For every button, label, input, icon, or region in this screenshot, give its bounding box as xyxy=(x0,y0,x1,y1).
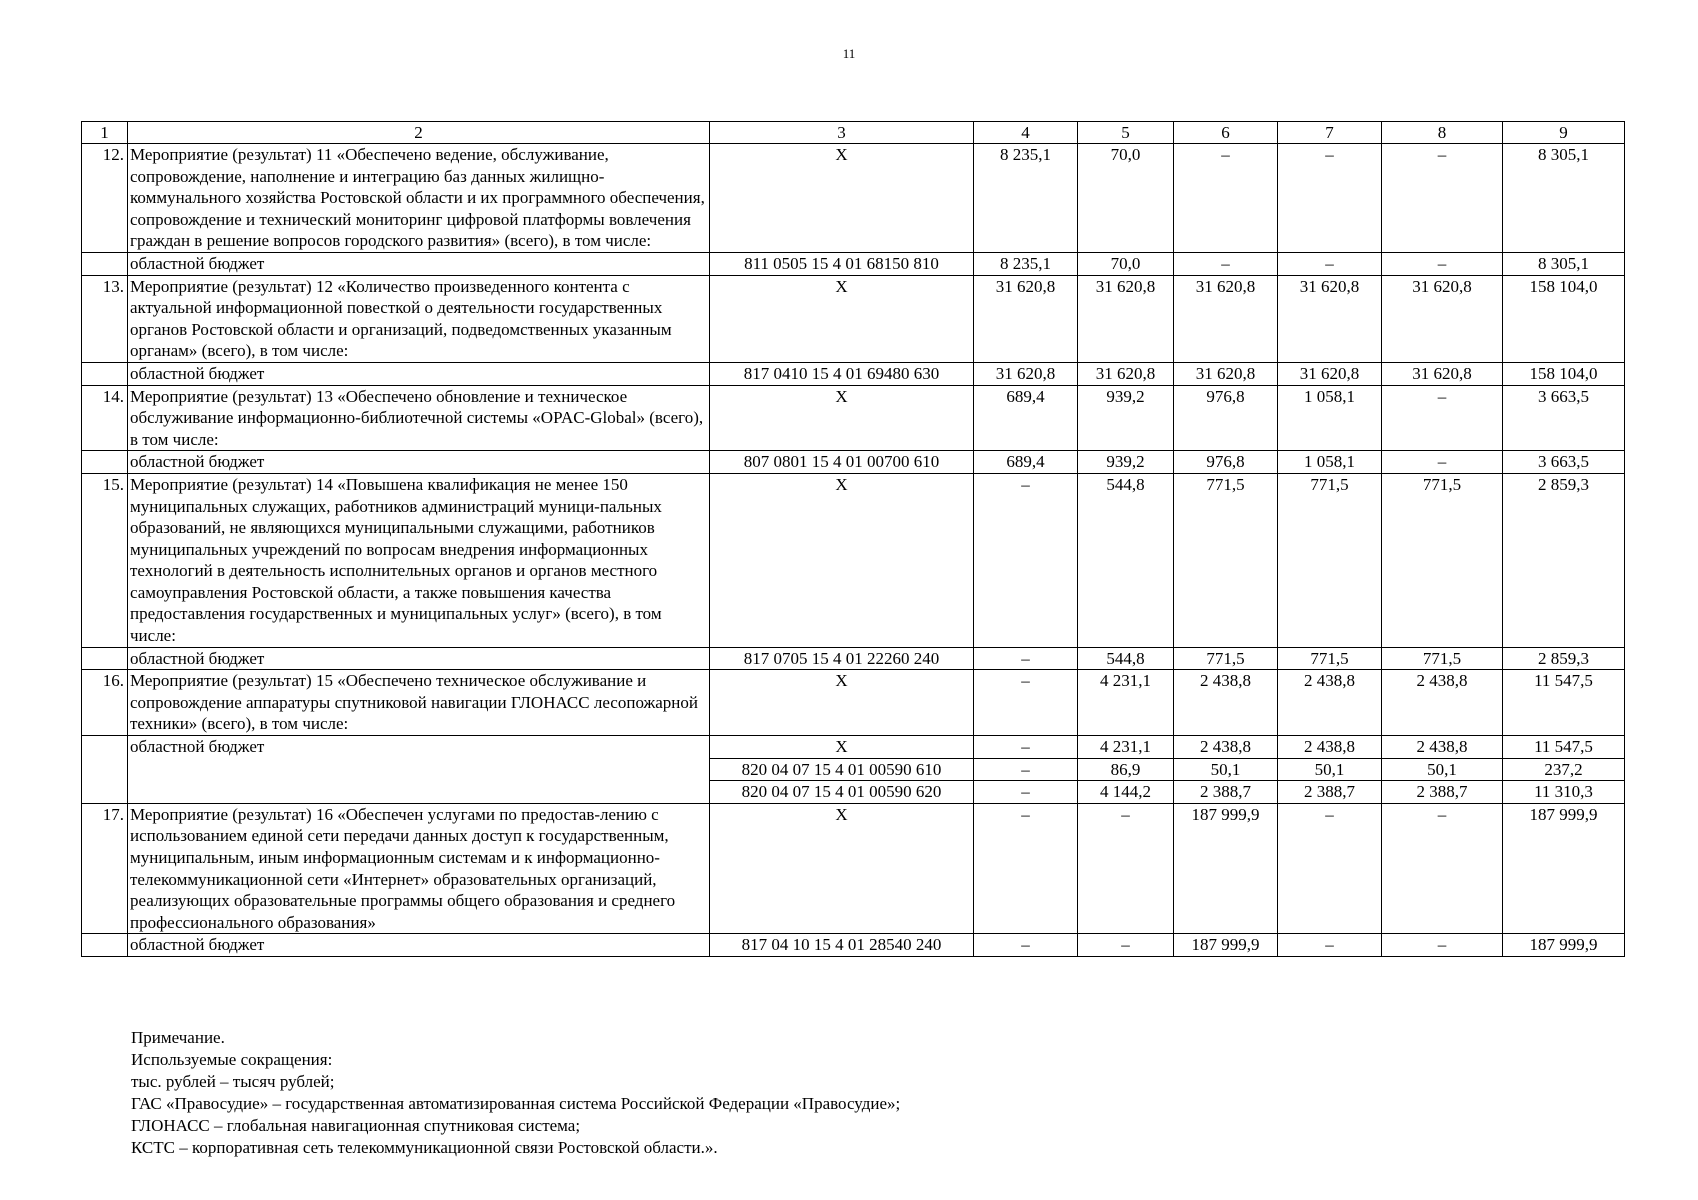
event-name: областной бюджет xyxy=(128,451,710,474)
value-cell: 86,9 xyxy=(1078,758,1174,781)
table-row xyxy=(82,934,1625,957)
value-cell: 4 231,1 xyxy=(1078,736,1174,759)
value-cell: 11 547,5 xyxy=(1503,670,1625,736)
event-name: областной бюджет xyxy=(128,736,710,804)
value-cell: 4 144,2 xyxy=(1078,781,1174,804)
value-cell: – xyxy=(1382,451,1503,474)
value-cell: – xyxy=(1382,144,1503,253)
value-cell: – xyxy=(1278,803,1382,934)
budget-code: X xyxy=(710,144,974,253)
value-cell: 4 231,1 xyxy=(1078,670,1174,736)
value-cell: – xyxy=(974,670,1078,736)
row-number xyxy=(82,362,128,385)
row-number: 13. xyxy=(82,275,128,362)
value-cell: – xyxy=(1174,144,1278,253)
event-name: Мероприятие (результат) 11 «Обеспечено ведение, обслуживание, сопровождение, наполнение и интеграцию баз данных жилищно-коммунального хозяйства Ростовской области и их программного обеспечения, сопровождение и технический мониторинг цифровой платформы вовлечения граждан в решение вопросов городского развития» (всего), в том числе: xyxy=(128,144,710,253)
value-cell: 2 859,3 xyxy=(1503,473,1625,647)
value-cell: 158 104,0 xyxy=(1503,362,1625,385)
event-name: областной бюджет xyxy=(128,252,710,275)
row-number xyxy=(82,647,128,670)
value-cell: 939,2 xyxy=(1078,451,1174,474)
row-number: 16. xyxy=(82,670,128,736)
row-number: 14. xyxy=(82,385,128,451)
value-cell: 2 438,8 xyxy=(1382,736,1503,759)
value-cell: 31 620,8 xyxy=(1382,362,1503,385)
table-row xyxy=(82,362,1625,385)
budget-code: X xyxy=(710,275,974,362)
row-number xyxy=(82,252,128,275)
value-cell: 31 620,8 xyxy=(974,275,1078,362)
table-row xyxy=(82,144,1625,253)
value-cell: 771,5 xyxy=(1278,473,1382,647)
notes-title: Примечание. xyxy=(131,1028,225,1047)
value-cell: 976,8 xyxy=(1174,451,1278,474)
row-number: 15. xyxy=(82,473,128,647)
value-cell: 2 438,8 xyxy=(1382,670,1503,736)
value-cell: 771,5 xyxy=(1382,473,1503,647)
budget-code: X xyxy=(710,385,974,451)
table-row xyxy=(82,451,1625,474)
notes-block xyxy=(131,1027,900,1159)
value-cell: 31 620,8 xyxy=(1174,275,1278,362)
value-cell: 2 438,8 xyxy=(1174,670,1278,736)
table-row xyxy=(82,275,1625,362)
budget-code: 807 0801 15 4 01 00700 610 xyxy=(710,451,974,474)
value-cell: 689,4 xyxy=(974,385,1078,451)
budget-code: 817 04 10 15 4 01 28540 240 xyxy=(710,934,974,957)
value-cell: 544,8 xyxy=(1078,473,1174,647)
value-cell: 2 438,8 xyxy=(1174,736,1278,759)
value-cell: 544,8 xyxy=(1078,647,1174,670)
value-cell: 8 235,1 xyxy=(974,144,1078,253)
value-cell: 8 305,1 xyxy=(1503,144,1625,253)
value-cell: 2 438,8 xyxy=(1278,736,1382,759)
budget-code: 817 0705 15 4 01 22260 240 xyxy=(710,647,974,670)
value-cell: – xyxy=(974,781,1078,804)
budget-code: 817 0410 15 4 01 69480 630 xyxy=(710,362,974,385)
notes-line: ГАС «Правосудие» – государственная автоматизированная система Российской Федерации «Правосудие»; xyxy=(131,1094,901,1113)
value-cell: 11 547,5 xyxy=(1503,736,1625,759)
row-number xyxy=(82,451,128,474)
event-name: Мероприятие (результат) 15 «Обеспечено техническое обслуживание и сопровождение аппаратуры спутниковой навигации ГЛОНАСС лесопожарной техники» (всего), в том числе: xyxy=(128,670,710,736)
value-cell: 31 620,8 xyxy=(1278,362,1382,385)
value-cell: – xyxy=(1078,934,1174,957)
value-cell: 1 058,1 xyxy=(1278,385,1382,451)
table-row xyxy=(82,670,1625,736)
value-cell: – xyxy=(1278,252,1382,275)
header-cell: 5 xyxy=(1078,122,1174,144)
notes-line: тыс. рублей – тысяч рублей; xyxy=(131,1072,335,1091)
event-name: Мероприятие (результат) 16 «Обеспечен услугами по предостав-лению с использованием единой сети передачи данных доступ к государственным, муниципальным, иным информационным системам и к информационно- телекоммуникационной сети «Интернет» образовательных организаций, реализующих образовательные программы общего образования и среднего профессионального образования» xyxy=(128,803,710,934)
value-cell: 187 999,9 xyxy=(1174,934,1278,957)
budget-code: 811 0505 15 4 01 68150 810 xyxy=(710,252,974,275)
event-name: областной бюджет xyxy=(128,362,710,385)
table-row xyxy=(82,803,1625,934)
header-cell: 2 xyxy=(128,122,710,144)
value-cell: 70,0 xyxy=(1078,252,1174,275)
event-name: областной бюджет xyxy=(128,934,710,957)
value-cell: 187 999,9 xyxy=(1174,803,1278,934)
header-cell: 6 xyxy=(1174,122,1278,144)
table-row xyxy=(82,473,1625,647)
value-cell: 2 388,7 xyxy=(1174,781,1278,804)
value-cell: 187 999,9 xyxy=(1503,803,1625,934)
row-number: 17. xyxy=(82,803,128,934)
value-cell: 50,1 xyxy=(1174,758,1278,781)
table-row xyxy=(82,252,1625,275)
notes-line: КСТС – корпоративная сеть телекоммуникационной связи Ростовской области.». xyxy=(131,1138,718,1157)
budget-code: 820 04 07 15 4 01 00590 620 xyxy=(710,781,974,804)
notes-line: ГЛОНАСС – глобальная навигационная спутниковая система; xyxy=(131,1116,581,1135)
header-row xyxy=(82,122,1625,144)
budget-code: X xyxy=(710,670,974,736)
value-cell: 31 620,8 xyxy=(1382,275,1503,362)
row-number xyxy=(82,934,128,957)
value-cell: – xyxy=(974,736,1078,759)
header-cell: 1 xyxy=(82,122,128,144)
value-cell: 771,5 xyxy=(1174,647,1278,670)
value-cell: 50,1 xyxy=(1278,758,1382,781)
header-cell: 3 xyxy=(710,122,974,144)
value-cell: 2 388,7 xyxy=(1382,781,1503,804)
value-cell: 31 620,8 xyxy=(1078,275,1174,362)
value-cell: – xyxy=(974,647,1078,670)
event-name: областной бюджет xyxy=(128,647,710,670)
value-cell: 8 235,1 xyxy=(974,252,1078,275)
event-name: Мероприятие (результат) 14 «Повышена квалификация не менее 150 муниципальных служащих, работников администраций муници-пальных образований, не являющихся муниципальными служащими, работников муниципальных учреждений по вопросам внедрения информационных технологий в деятельность исполнительных органов и органов местного самоуправления Ростовской области, а также повышения качества предоставления государственных и муниципальных услуг» (всего), в том числе: xyxy=(128,473,710,647)
value-cell: – xyxy=(1174,252,1278,275)
value-cell: – xyxy=(974,473,1078,647)
table-row xyxy=(82,385,1625,451)
header-cell: 7 xyxy=(1278,122,1382,144)
value-cell: 70,0 xyxy=(1078,144,1174,253)
value-cell: 939,2 xyxy=(1078,385,1174,451)
value-cell: 187 999,9 xyxy=(1503,934,1625,957)
row-number xyxy=(82,736,128,804)
table-row xyxy=(82,736,1625,759)
value-cell: 31 620,8 xyxy=(974,362,1078,385)
header-cell: 9 xyxy=(1503,122,1625,144)
data-table xyxy=(81,121,1625,957)
value-cell: 3 663,5 xyxy=(1503,451,1625,474)
value-cell: 2 438,8 xyxy=(1278,670,1382,736)
budget-code: X xyxy=(710,473,974,647)
value-cell: 771,5 xyxy=(1278,647,1382,670)
value-cell: 31 620,8 xyxy=(1278,275,1382,362)
value-cell: – xyxy=(1278,144,1382,253)
page-number: 11 xyxy=(842,46,856,61)
value-cell: – xyxy=(1278,934,1382,957)
header-cell: 4 xyxy=(974,122,1078,144)
event-name: Мероприятие (результат) 13 «Обеспечено обновление и техническое обслуживание информационно-библиотечной системы «OPAC-Global» (всего), в том числе: xyxy=(128,385,710,451)
value-cell: 31 620,8 xyxy=(1078,362,1174,385)
row-number: 12. xyxy=(82,144,128,253)
header-cell: 8 xyxy=(1382,122,1503,144)
value-cell: – xyxy=(974,758,1078,781)
budget-code: 820 04 07 15 4 01 00590 610 xyxy=(710,758,974,781)
table-row xyxy=(82,647,1625,670)
notes-line: Используемые сокращения: xyxy=(131,1050,333,1069)
event-name: Мероприятие (результат) 12 «Количество произведенного контента с актуальной информационной повесткой о деятельности государственных органов Ростовской области и организаций, подведомственных указанным органам» (всего), в том числе: xyxy=(128,275,710,362)
value-cell: – xyxy=(1382,385,1503,451)
value-cell: 31 620,8 xyxy=(1174,362,1278,385)
value-cell: – xyxy=(1078,803,1174,934)
value-cell: 1 058,1 xyxy=(1278,451,1382,474)
value-cell: – xyxy=(974,934,1078,957)
budget-code: X xyxy=(710,736,974,759)
value-cell: 771,5 xyxy=(1382,647,1503,670)
value-cell: 8 305,1 xyxy=(1503,252,1625,275)
value-cell: 237,2 xyxy=(1503,758,1625,781)
value-cell: 3 663,5 xyxy=(1503,385,1625,451)
value-cell: – xyxy=(974,803,1078,934)
value-cell: – xyxy=(1382,252,1503,275)
value-cell: – xyxy=(1382,803,1503,934)
value-cell: – xyxy=(1382,934,1503,957)
value-cell: 2 859,3 xyxy=(1503,647,1625,670)
value-cell: 976,8 xyxy=(1174,385,1278,451)
value-cell: 771,5 xyxy=(1174,473,1278,647)
value-cell: 158 104,0 xyxy=(1503,275,1625,362)
budget-code: X xyxy=(710,803,974,934)
value-cell: 689,4 xyxy=(974,451,1078,474)
value-cell: 50,1 xyxy=(1382,758,1503,781)
value-cell: 11 310,3 xyxy=(1503,781,1625,804)
value-cell: 2 388,7 xyxy=(1278,781,1382,804)
